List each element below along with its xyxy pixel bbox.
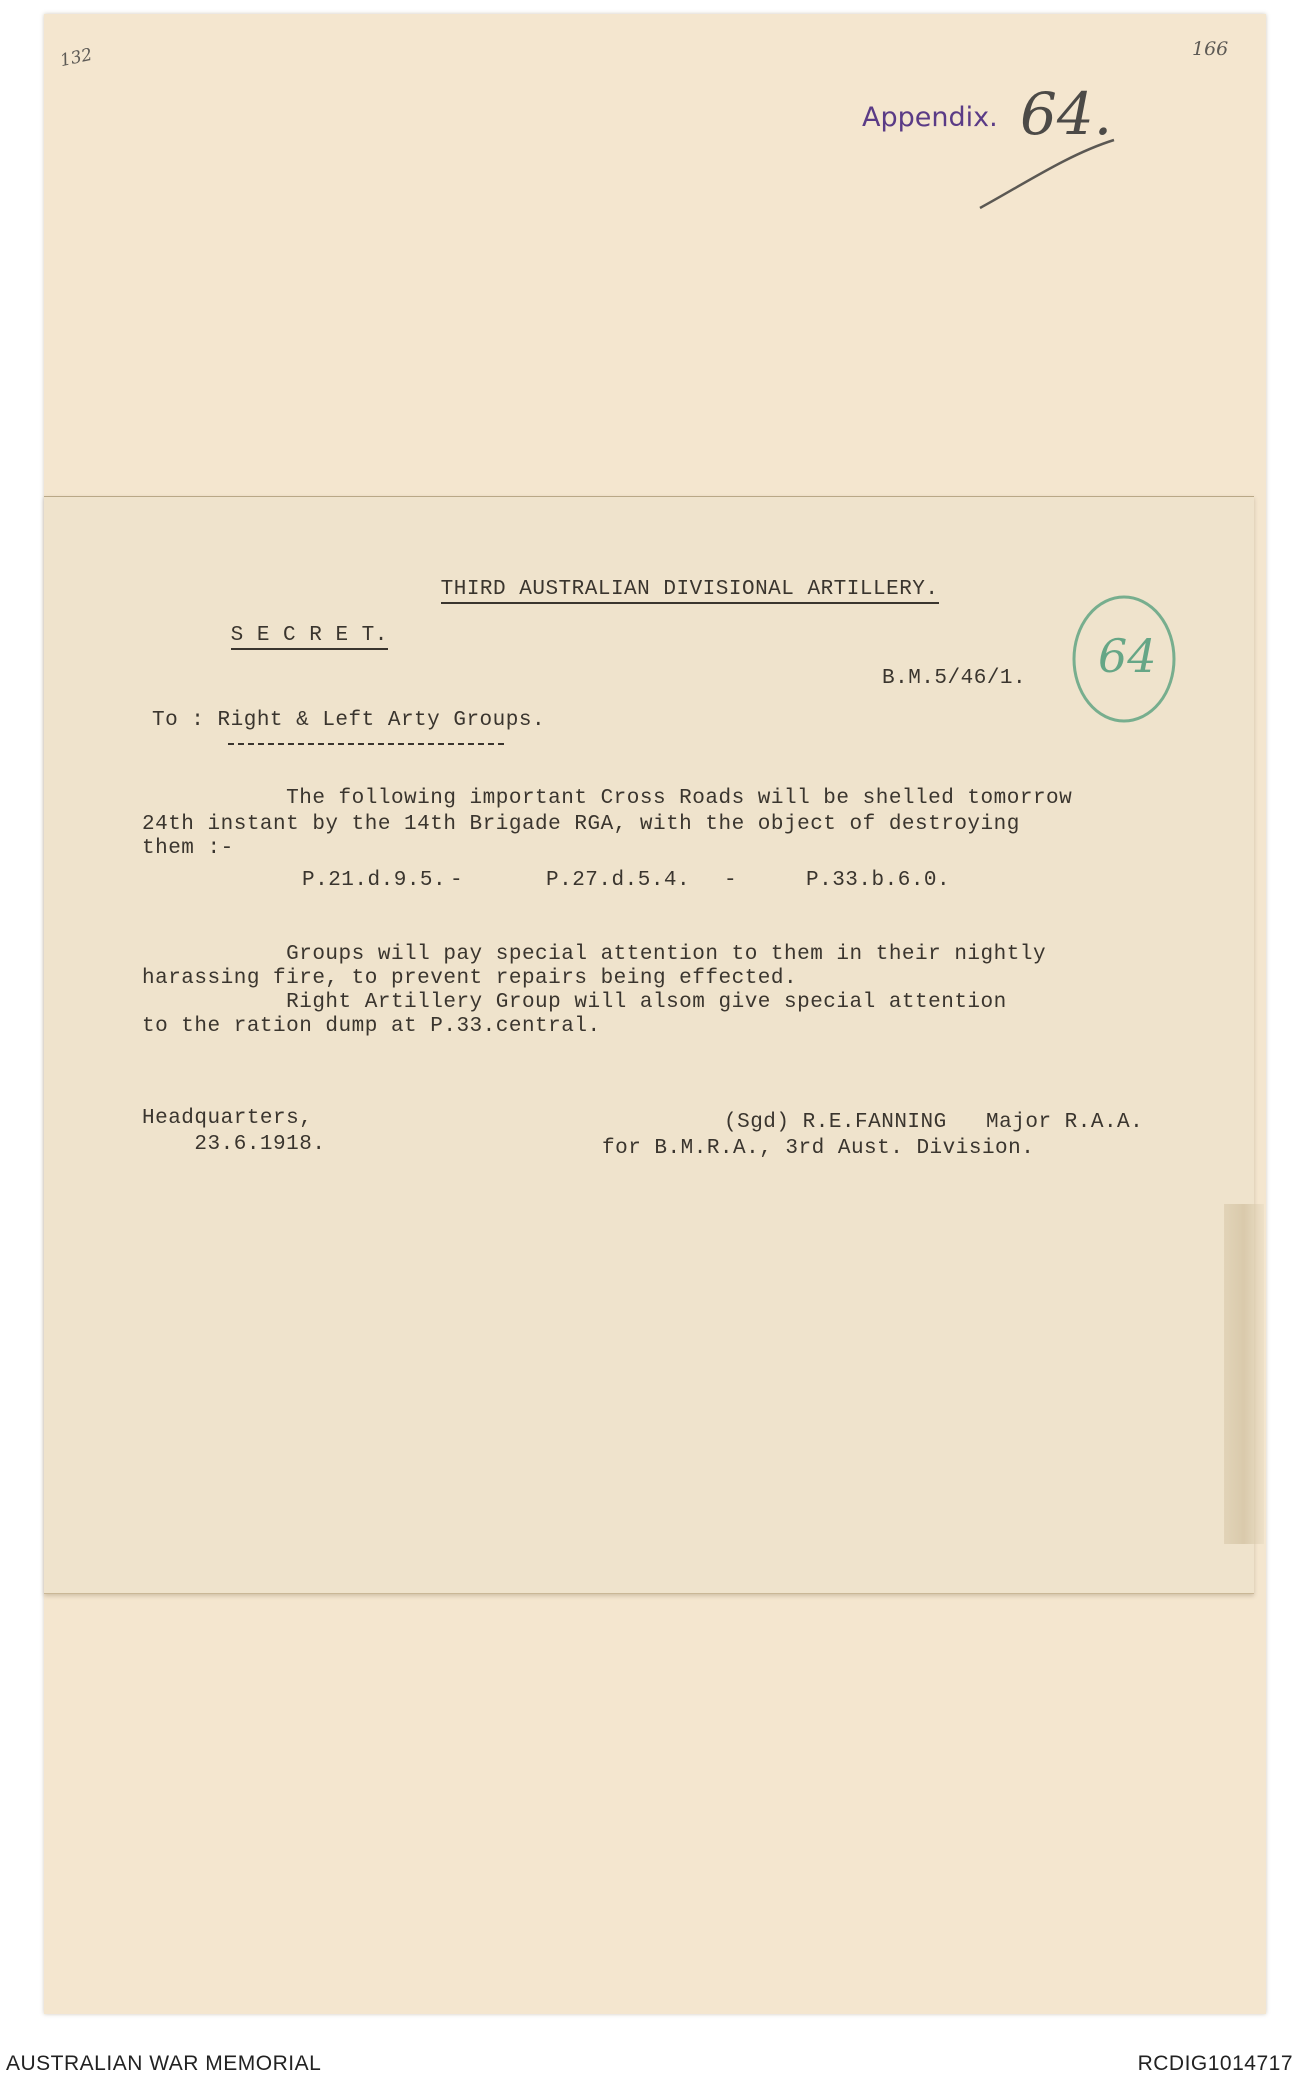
- appendix-pen-stroke: [974, 134, 1124, 214]
- memo-heading: THIRD AUSTRALIAN DIVISIONAL ARTILLERY.: [362, 555, 939, 624]
- paragraph1-line1: The following important Cross Roads will be shelled tomorrow: [142, 787, 1073, 810]
- grid-ref-sep-2: -: [724, 869, 738, 892]
- folio-mark-right: 166: [1192, 38, 1229, 60]
- grid-ref-1: P.21.d.9.5.: [302, 869, 447, 892]
- paragraph2-line2: harassing fire, to prevent repairs being effected.: [142, 967, 798, 990]
- grid-ref-2: P.27.d.5.4.: [546, 869, 691, 892]
- paragraph1-line3: them :-: [142, 837, 234, 860]
- paragraph2-line3: Right Artillery Group will alsom give special attention: [142, 991, 1007, 1014]
- appendix-stamp-label: Appendix.: [862, 102, 998, 133]
- signoff-date: 23.6.1918.: [142, 1133, 326, 1156]
- paragraph1-line2: 24th instant by the 14th Brigade RGA, with the object of destroying: [142, 813, 1020, 836]
- signoff-office: for B.M.R.A., 3rd Aust. Division.: [602, 1137, 1035, 1160]
- torn-edge: [1224, 1204, 1264, 1544]
- grid-ref-sep-1: -: [450, 869, 464, 892]
- paragraph2-line4: to the ration dump at P.33.central.: [142, 1015, 601, 1038]
- footer-archive-name: AUSTRALIAN WAR MEMORIAL: [6, 2052, 322, 2075]
- secret-label: S E C R E T.: [152, 601, 388, 670]
- reference-number: B.M.5/46/1.: [882, 667, 1027, 690]
- footer-item-id: RCDIG1014717: [1137, 2052, 1293, 2075]
- paragraph2-line1: Groups will pay special attention to them in their nightly: [142, 943, 1047, 966]
- grid-ref-3: P.33.b.6.0.: [806, 869, 951, 892]
- circled-number: 64: [1098, 629, 1157, 683]
- appendix-number: 64.: [1020, 80, 1113, 148]
- addressee-line: To : Right & Left Arty Groups.: [152, 709, 546, 732]
- typed-memo-slip: [44, 496, 1254, 1594]
- document-sheet: [44, 14, 1266, 2014]
- addressee-underline: [228, 743, 504, 745]
- signoff-signature: (Sgd) R.E.FANNING Major R.A.A.: [724, 1111, 1144, 1134]
- signoff-headquarters: Headquarters,: [142, 1107, 313, 1130]
- folio-mark-left: 132: [58, 44, 95, 72]
